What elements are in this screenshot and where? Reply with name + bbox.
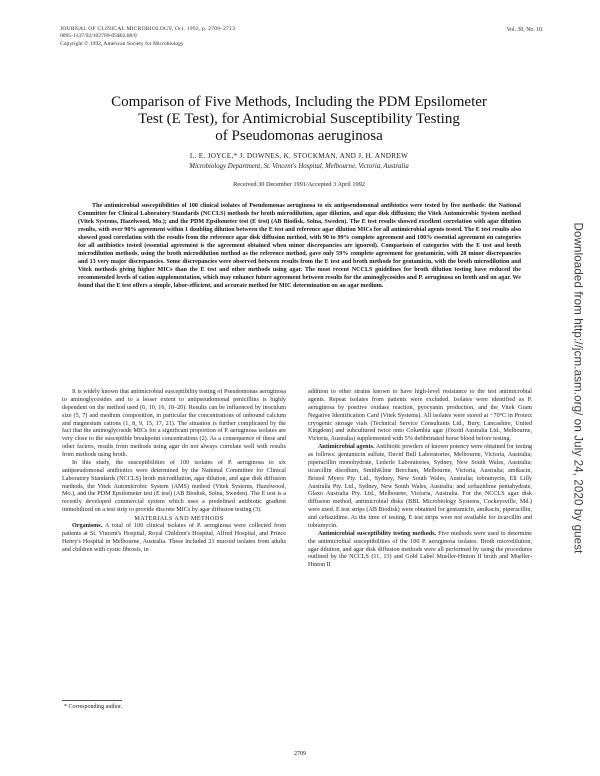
volume-issue: Vol. 30, No. 10	[506, 27, 542, 33]
testing-methods-heading: Antimicrobial susceptibility testing methods.	[318, 530, 437, 537]
organisms-heading: Organisms.	[72, 522, 103, 529]
organisms-paragraph	[62, 523, 286, 555]
title-line-1: Comparison of Five Methods, Including the PDM Epsilometer	[111, 94, 487, 110]
footnote-rule	[62, 700, 122, 701]
article-title	[60, 94, 538, 145]
issn-line: 0095-1137/92/102709-05$02.00/0	[60, 33, 137, 40]
title-line-3: of Pseudomonas aeruginosa	[215, 128, 383, 144]
testing-methods-paragraph	[308, 531, 532, 570]
running-header	[60, 26, 320, 48]
isolates-paragraph: addition to other strains known to have high-level resistance to the test antimicrobial agents. Repeat isolates from patients were excluded. Isolates were identified as P. aeruginosa by positive oxidase reaction, pyocyanin production, and the Vitek Gram Negative Identification Card (Vitek Systems). All isolates were stored at −70°C in Protect cryogenic storage vials (Technical Service Consultants Ltd., Bury, Lancashire, United Kingdom) and subcultured twice onto Columbia agar (Oxoid Australia Ltd., Melbourne, Victoria, Australia) supplemented with 5% defibrinated horse blood before testing.	[308, 389, 532, 443]
abstract: The antimicrobial susceptibilities of 100 clinical isolates of Pseudomonas aeruginosa to six antipseudomonal antibiotics were tested by five methods: the National Committee for Clinical Laboratory Standards (NCCLS) methods for broth microdilution, agar dilution, and agar disk diffusion; the Vitek Automicrobic System method (Vitek Systems, Hazelwood, Mo.); and the PDM Epsilometer test (E test) (AB Biodisk, Solna, Sweden). The E test results showed excellent correlation with agar dilution results, with over 90% agreement within 1 doubling dilution between the E test and reference agar dilution MICs for all antimicrobial agents tested. The E test results also showed good correlation with the results from the reference agar disk diffusion method, with 90 to 99% complete agreement and 100% essential agreement on categories for all antibiotics tested (essential agreement is the agreement obtained when minor discrepancies are ignored). Comparison of categories with the E test and broth microdilution methods, using the broth microdilution method as the reference method, gave only 59% complete agreement for gentamicin, with 28 minor discrepancies and 13 very major discrepancies. Some discrepancies were observed between results from the E test and broth methods for gentamicin, with the broth microdilution and Vitek methods giving higher MICs than the E test and other methods using agar. The most recent NCCLS guidelines for broth dilution testing have reduced the recommended levels of cation supplementation, which may enhance future agreement between results for the aminoglycosides and P. aeruginosa on broth and on agar. We found that the E test offers a simple, labor-efficient, and accurate method for MIC determination on an agar medium.	[78, 203, 521, 290]
download-watermark-text: Downloaded from http://jcm.asm.org/ on July 24, 2020 by guest	[571, 222, 585, 554]
received-dates: Received 30 December 1991/Accepted 3 April 1992	[233, 181, 365, 188]
footnote-corresponding-author: * Corresponding author.	[64, 704, 123, 710]
antimicrobial-agents-paragraph	[308, 444, 532, 531]
body-column-left	[62, 389, 286, 689]
copyright-line: Copyright © 1992, American Society for Microbiology	[60, 40, 184, 47]
organisms-text: A total of 100 clinical isolates of P. aeruginosa were collected from patients at St. Vincent's Hospital, Royal Children's Hospital, Alfred Hospital, and Prince Henry's Hospital in Melbourne, Australia. These included 21 mucoid isolates from adults and children with cystic fibrosis, in	[62, 522, 286, 553]
journal-citation: JOURNAL OF CLINICAL MICROBIOLOGY, Oct. 1992, p. 2709–2713	[60, 26, 236, 32]
title-line-2: Test (E Test), for Antimicrobial Susceptibility Testing	[138, 111, 460, 127]
testing-methods-text: Five methods were used to determine the antimicrobial susceptibilities of the 100 P. aeruginosa isolates. Broth microdilution, agar dilution, and agar disk diffusion methods were all performed by using the procedures outlined by the NCCLS (11, 13) and Gold Label Mueller-Hinton II broth and Mueller-Hinton II	[308, 530, 533, 569]
page-number: 2709	[294, 751, 306, 757]
antimicrobial-agents-heading: Antimicrobial agents.	[318, 444, 375, 451]
section-heading-materials-methods: MATERIALS AND METHODS	[134, 515, 224, 522]
intro-paragraph-2: In this study, the susceptibilities of 100 isolates of P. aeruginosa to six antipseudomonal antibiotics were determined by the National Committee for Clinical Laboratory Standards (NCCLS) broth microdilution, agar dilution, and agar disk diffusion methods, the Vitek Automicrobic System (AMS) method (Vitek Systems, Hazelwood, Mo.), and the PDM Epsilometer test (E test) (AB Biodisk, Solna, Sweden). The E test is a recently developed commercial system which uses a predefined antibiotic gradient immobilized on a test strip to provide discrete MICs by agar diffusion testing (3).	[62, 459, 286, 514]
affiliation: Microbiology Department, St. Vincent's Hospital, Melbourne, Victoria, Australia	[189, 163, 409, 170]
body-column-right	[308, 389, 532, 570]
antimicrobial-agents-text: Antibiotic powders of known potency were obtained for testing as follows: gentamicin sulfate, David Bull Laboratories, Melbourne, Victoria, Australia; piperacillin monohydrate, Lederle Laboratories, Sydney, New South Wales, Australia; ticarcillin disodium, SmithKline Beecham, Melbourne, Victoria, Australia; amikacin, Bristol Myers Pty. Ltd., Sydney, New South Wales, Australia; tobramycin, Eli Lilly Australia Pty. Ltd., Sydney, New South Wales, Australia; and ceftazidime pentahydrate, Glaxo Australia Pty. Ltd., Melbourne, Victoria, Australia. For the NCCLS agar disk diffusion method, antimicrobial disks (BBL Microbiology Systems, Cockeysville, Md.) were used. E test strips (AB Biodisk) were obtained for gentamicin, amikacin, piperacillin, and ceftazidime. At the time of testing, E test strips were not available for ticarcillin and tobramycin.	[308, 444, 532, 529]
author-list: L. E. JOYCE,* J. DOWNES, K. STOCKMAN, AND J. H. ANDREW	[189, 152, 409, 160]
intro-paragraph-1: It is widely known that antimicrobial susceptibility testing of Pseudomonas aeruginosa to aminoglycosides and to a lesser extent to antipseudomonal penicillins is highly dependent on the method used (6, 10, 16, 18–20). Results can be influenced by inoculum size (5, 7) and medium composition, in particular the concentrations of unbound calcium and magnesium cations (1, 8, 9, 15, 17, 21). The situation is further complicated by the fact that the aminoglycoside MICs for a significant proportion of P. aeruginosa isolates are very close to the susceptible breakpoint concentrations (2). As a consequence of these and other factors, results from methods using agar do not always correlate well with results from methods using broth.	[62, 389, 286, 458]
